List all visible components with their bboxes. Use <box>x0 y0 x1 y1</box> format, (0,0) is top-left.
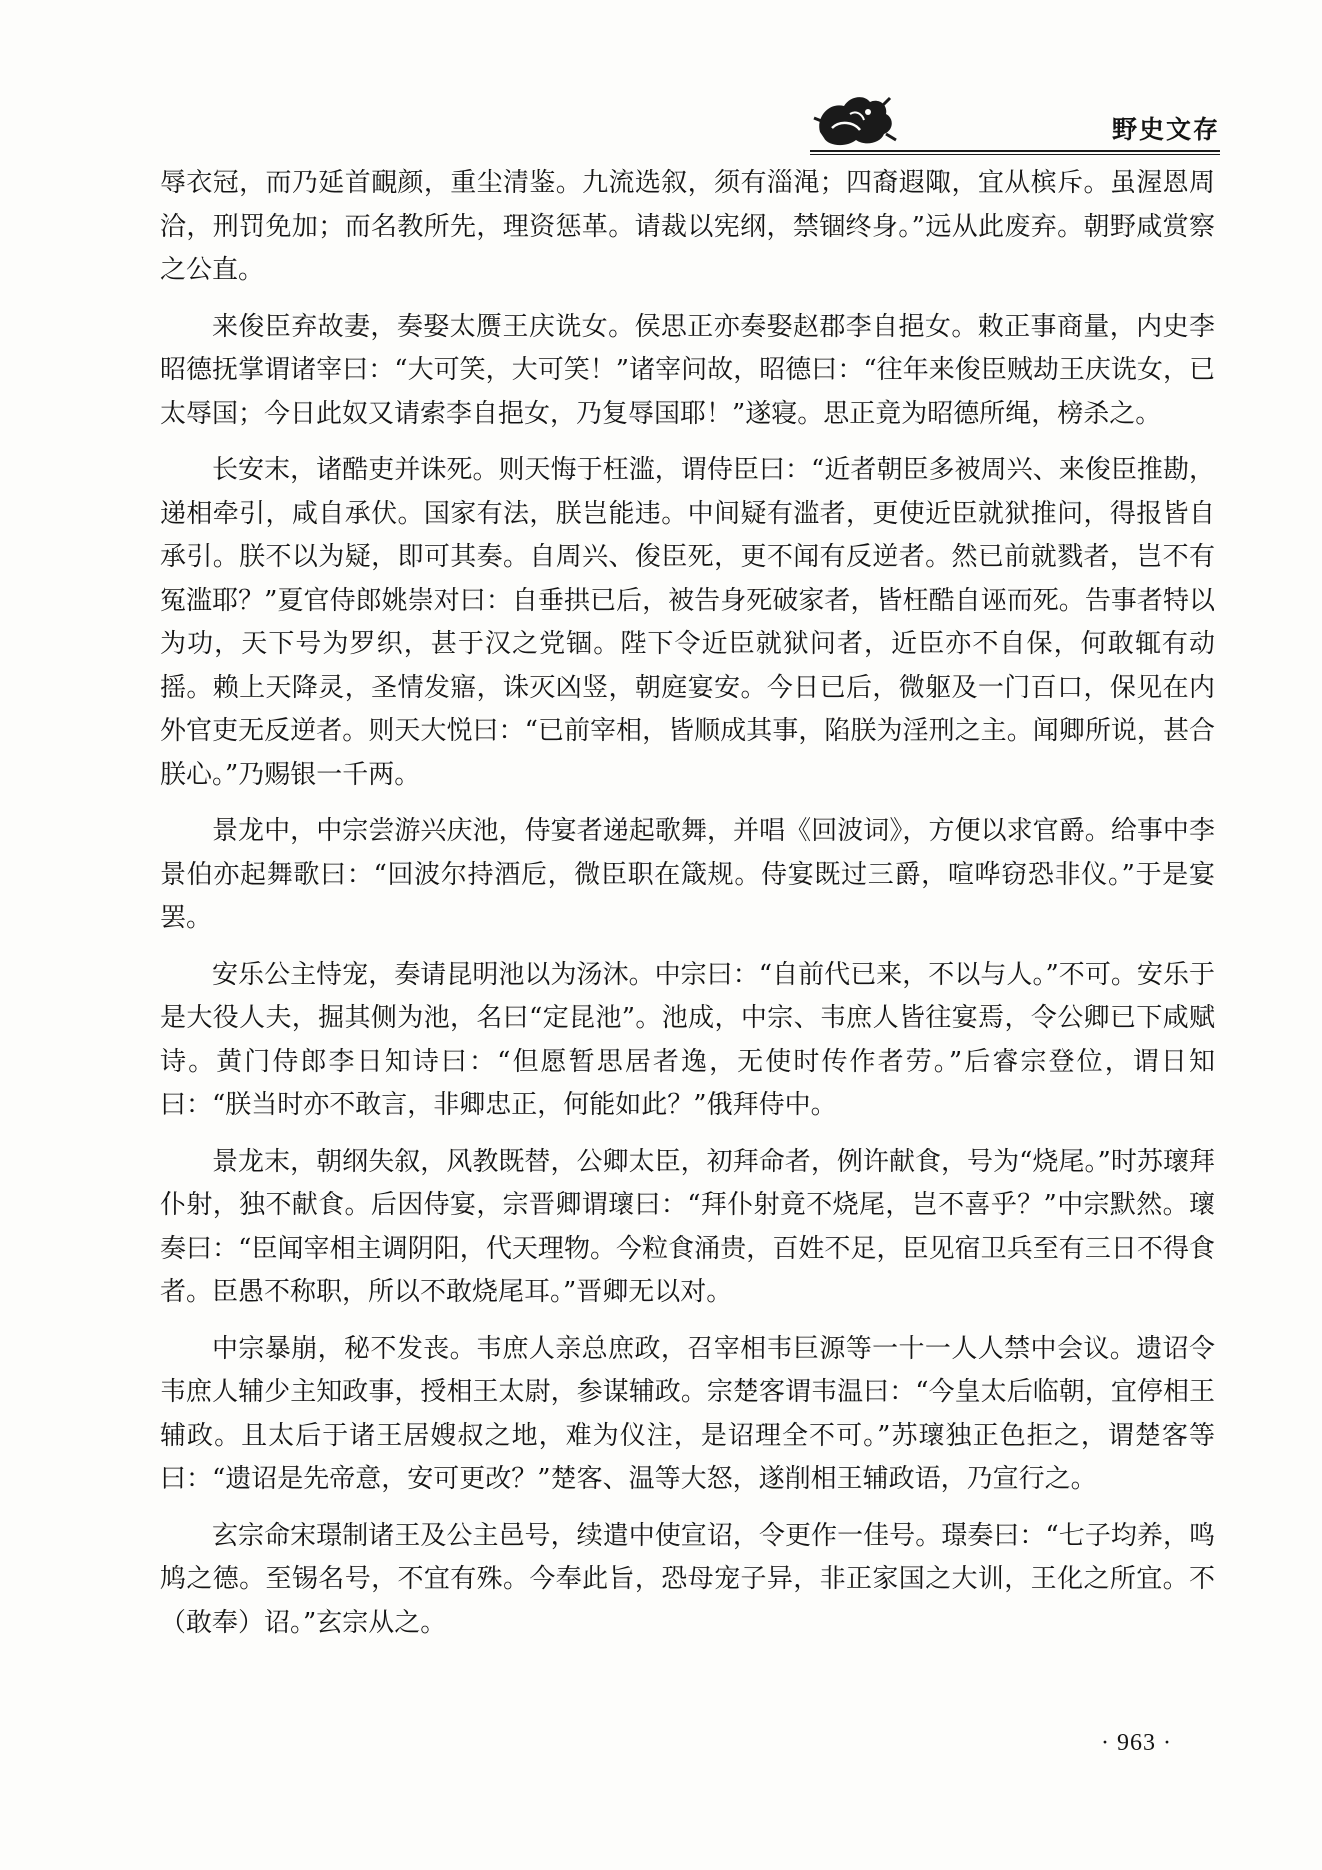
paragraph: 景龙末，朝纲失叙，风教既替，公卿太臣，初拜命者，例许献食，号为“烧尾。”时苏瓌拜仆射，独不献食。后因侍宴，宗晋卿谓瓌曰：“拜仆射竟不烧尾，岂不喜乎？”中宗默然。瓌奏曰：“臣闻宰相主调阴阳，代天理物。今粒食涌贵，百姓不足，臣见宿卫兵至有三日不得食者。臣愚不称职，所以不敢烧尾耳。”晋卿无以对。 <box>160 1146 1215 1307</box>
header-rule <box>810 150 1220 155</box>
paragraph: 景龙中，中宗尝游兴庆池，侍宴者递起歌舞，并唱《回波词》，方便以求官爵。给事中李景伯亦起舞歌曰：“回波尔持酒卮，微臣职在箴规。侍宴既过三爵，喧哗窃恐非仪。”于是宴罢。 <box>160 816 1215 933</box>
paragraph: 辱衣冠，而乃延首靦颜，重尘清鉴。九流选叙，须有淄渑；四裔遐陬，宜从槟斥。虽渥恩周洽，刑罚免加；而名教所先，理资惩革。请裁以宪纲，禁锢终身。”远从此废弃。朝野咸赏察之公直。 <box>160 168 1215 285</box>
paragraph: 长安末，诸酷吏并诛死。则天悔于枉滥，谓侍臣曰：“近者朝臣多被周兴、来俊臣推勘，递相牵引，咸自承伏。国家有法，朕岂能违。中间疑有滥者，更使近臣就狱推问，得报皆自承引。朕不以为疑，即可其奏。自周兴、俊臣死，更不闻有反逆者。然已前就戮者，岂不有冤滥耶？”夏官侍郎姚崇对曰：自垂拱已后，被告身死破家者，皆枉酷自诬而死。告事者特以为功，天下号为罗织，甚于汉之党锢。陛下令近臣就狱问者，近臣亦不自保，何敢辄有动摇。赖上天降灵，圣情发寤，诛灭凶竖，朝庭宴安。今日已后，微躯及一门百口，保见在内外官吏无反逆者。则天大悦曰：“已前宰相，皆顺成其事，陷朕为淫刑之主。闻卿所说，甚合朕心。”乃赐银一千两。 <box>160 455 1215 790</box>
dragon-emblem-icon <box>810 88 900 152</box>
running-header <box>810 88 1220 158</box>
paragraph: 中宗暴崩，秘不发丧。韦庶人亲总庶政，召宰相韦巨源等一十一人人禁中会议。遗诏令韦庶人辅少主知政事，授相王太尉，参谋辅政。宗楚客谓韦温曰：“今皇太后临朝，宜停相王辅政。且太后于诸王居嫂叔之地，难为仪注，是诏理全不可。”苏瓌独正色拒之，谓楚客等曰：“遗诏是先帝意，安可更改？”楚客、温等大怒，遂削相王辅政语，乃宣行之。 <box>160 1333 1215 1494</box>
paragraph: 安乐公主恃宠，奏请昆明池以为汤沐。中宗曰：“自前代已来，不以与人。”不可。安乐于是大役人夫，掘其侧为池，名曰“定昆池”。池成，中宗、韦庶人皆往宴焉，令公卿已下咸赋诗。黄门侍郎李日知诗曰：“但愿暂思居者逸，无使时传作者劳。”后睿宗登位，谓日知曰：“朕当时亦不敢言，非卿忠正，何能如此？”俄拜侍中。 <box>160 959 1215 1120</box>
paragraph: 来俊臣弃故妻，奏娶太赝王庆诜女。侯思正亦奏娶赵郡李自挹女。敕正事商量，内史李昭德抚掌谓诸宰曰：“大可笑，大可笑！”诸宰问故，昭德曰：“往年来俊臣贼劫王庆诜女，已太辱国；今日此奴又请索李自挹女，乃复辱国耶！”遂寝。思正竟为昭德所绳，榜杀之。 <box>160 311 1215 429</box>
body-text <box>160 162 1215 1658</box>
header-title: 野史文存 <box>1111 115 1220 144</box>
page-number: · 963 · <box>1101 1730 1172 1756</box>
paragraph: 玄宗命宋璟制诸王及公主邑号，续遣中使宣诏，令更作一佳号。璟奏曰：“七子均养，鸣鸠之德。至锡名号，不宜有殊。今奉此旨，恐母宠子异，非正家国之大训，王化之所宜。不（敢奉）诏。”玄宗从之。 <box>160 1520 1215 1638</box>
